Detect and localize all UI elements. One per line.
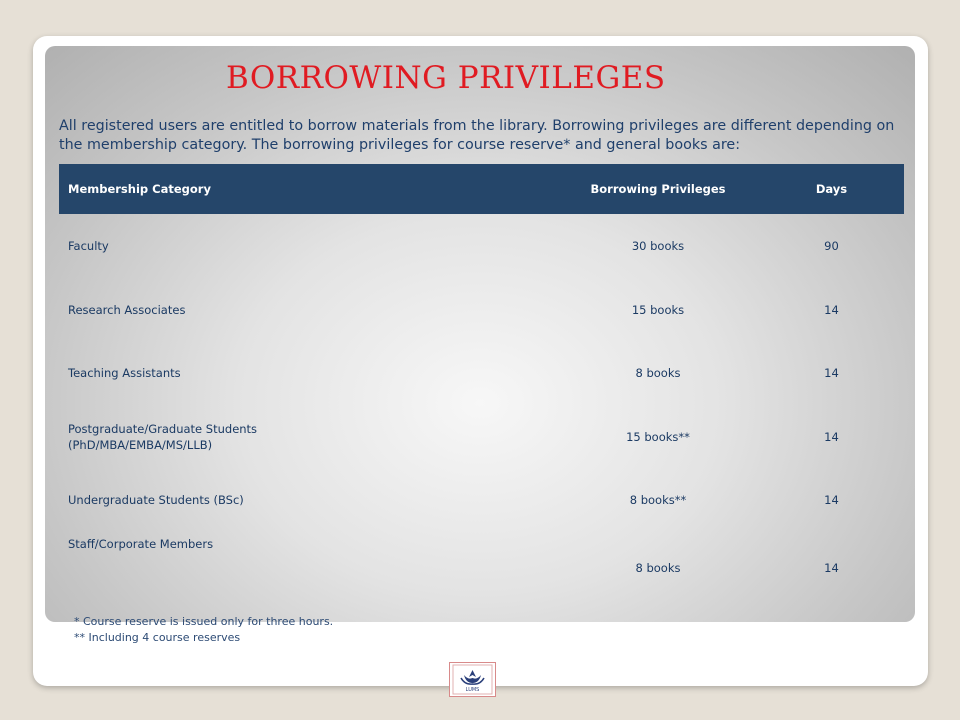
row-category: Faculty [68,239,109,253]
intro-paragraph: All registered users are entitled to borrow materials from the library. Borrowing privileges are different depending on the membership category. The borrowing privileges for course reserve* and general books are: [59,118,895,153]
row-category: Teaching Assistants [68,366,181,380]
lums-logo-icon [449,662,496,697]
table-row [59,531,904,595]
table-row [59,214,904,278]
table-row [59,341,904,405]
row-category [59,405,519,468]
row-privileges: 30 books [631,239,685,253]
row-privileges: 8 books** [629,492,687,507]
slide-title: BORROWING PRIVILEGES [226,60,666,96]
row-category: Staff/Corporate Members [68,537,214,551]
row-days: 14 [824,366,839,380]
row-category-line2: (PhD/MBA/EMBA/MS/LLB) [68,437,213,452]
header-membership-category: Membership Category [59,164,519,214]
footnote-including: ** Including 4 course reserves [74,631,241,644]
footnote-course-reserve: * Course reserve is issued only for three hours. [74,615,334,628]
row-category-line1: Postgraduate/Graduate Students [68,421,258,436]
row-privileges: 8 books [635,561,681,575]
svg-text:LUMS: LUMS [465,687,480,693]
footnotes [74,614,333,646]
privileges-table [59,164,904,595]
row-days: 14 [824,429,839,444]
row-privileges: 15 books** [626,429,690,444]
table-row [59,468,904,531]
row-days: 90 [824,239,839,253]
row-days: 14 [824,561,839,575]
row-days: 14 [824,302,839,317]
row-privileges: 8 books [635,366,681,380]
header-borrowing-privileges: Borrowing Privileges [519,164,779,214]
lums-emblem-icon [450,663,495,696]
row-category: Research Associates [68,302,186,317]
header-days: Days [779,164,904,214]
table-header-row [59,164,904,214]
table-row [59,278,904,341]
row-privileges: 15 books [631,302,685,317]
row-days: 14 [824,492,839,507]
row-category: Undergraduate Students (BSc) [68,492,244,507]
table-row [59,405,904,468]
